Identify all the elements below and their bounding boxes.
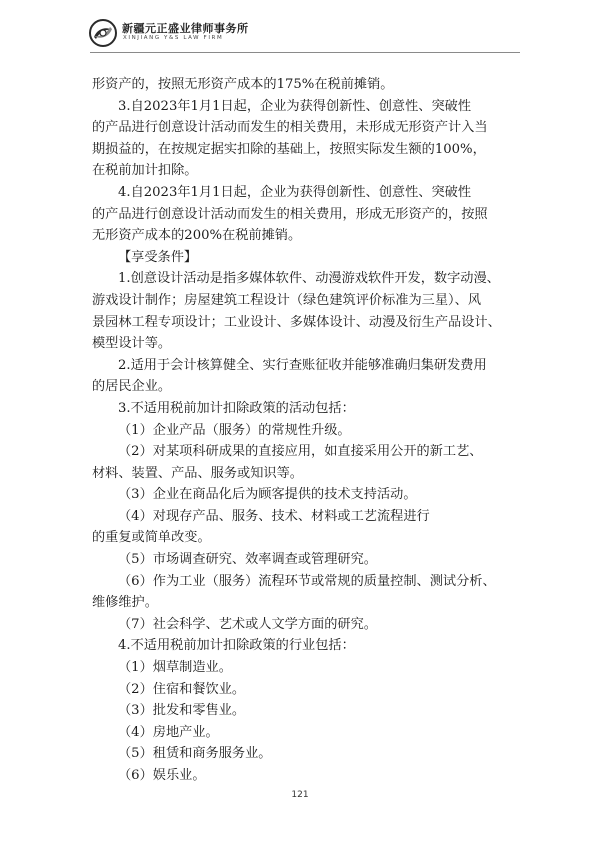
- text-line: 3.自2023年1月1日起，企业为获得创新性、创意性、突破性: [118, 98, 472, 114]
- text-line: 1.创意设计活动是指多媒体软件、动漫游戏软件开发，数字动漫、: [118, 271, 500, 287]
- list-item: （1）企业产品（服务）的常规性升级。: [118, 422, 351, 438]
- page-number: 121: [291, 790, 309, 800]
- text-line: 3.不适用税前加计扣除政策的活动包括：: [118, 400, 355, 416]
- text-line: 4.自2023年1月1日起，企业为获得创新性、创意性、突破性: [118, 184, 472, 200]
- firm-name-en: XINJIANG Y&S LAW FIRM: [123, 35, 224, 41]
- list-item: （6）作为工业（服务）流程环节或常规的质量控制、测试分析、: [118, 573, 496, 589]
- list-item: （3）企业在商品化后为顾客提供的技术支持活动。: [118, 487, 417, 503]
- text-line: 的居民企业。: [92, 379, 172, 395]
- list-item: （3）批发和零售业。: [118, 703, 246, 719]
- list-item: （4）对现存产品、服务、技术、材料或工艺流程进行: [118, 508, 430, 524]
- list-item: （2）住宿和餐饮业。: [118, 681, 246, 697]
- section-heading: 【享受条件】: [118, 249, 198, 265]
- text-line: 期损益的，在按规定据实扣除的基础上，按照实际发生额的100%，: [92, 141, 486, 157]
- firm-logo-icon: [88, 18, 118, 48]
- page-header: [88, 18, 528, 52]
- text-line: 维修维护。: [92, 595, 158, 611]
- header-divider: [90, 52, 520, 53]
- text-line: 的产品进行创意设计活动而发生的相关费用，形成无形资产的，按照: [92, 206, 488, 222]
- text-line: 的产品进行创意设计活动而发生的相关费用，未形成无形资产计入当: [92, 120, 488, 136]
- list-item: （2）对某项科研成果的直接应用，如直接采用公开的新工艺、: [118, 444, 483, 460]
- text-line: 游戏设计制作；房屋建筑工程设计（绿色建筑评价标准为三星）、风: [92, 292, 482, 308]
- list-item: （4）房地产业。: [118, 724, 219, 740]
- text-line: 无形资产成本的200%在税前摊销。: [92, 228, 302, 244]
- text-line: 在税前加计扣除。: [92, 163, 198, 179]
- list-item: （7）社会科学、艺术或人文学方面的研究。: [118, 616, 377, 632]
- text-line: 4.不适用税前加计扣除政策的行业包括：: [118, 638, 355, 654]
- list-item: （5）市场调查研究、效率调查或管理研究。: [118, 552, 377, 568]
- list-item: （6）娱乐业。: [118, 768, 206, 783]
- text-line: 景园林工程专项设计；工业设计、多媒体设计、动漫及衍生产品设计、: [92, 314, 501, 330]
- text-line: 模型设计等。: [92, 336, 172, 352]
- text-line: 2.适用于会计核算健全、实行查账征收并能够准确归集研发费用: [118, 357, 487, 373]
- list-item: （1）烟草制造业。: [118, 660, 232, 676]
- text-line: 形资产的，按照无形资产成本的175%在税前摊销。: [92, 77, 394, 92]
- list-item: （5）租赁和商务服务业。: [118, 746, 272, 762]
- document-body: [92, 74, 516, 787]
- firm-name-cn: 新疆元正盛业律师事务所: [122, 22, 249, 35]
- text-line: 的重复或简单改变。: [92, 530, 211, 546]
- text-line: 材料、装置、产品、服务或知识等。: [92, 465, 303, 481]
